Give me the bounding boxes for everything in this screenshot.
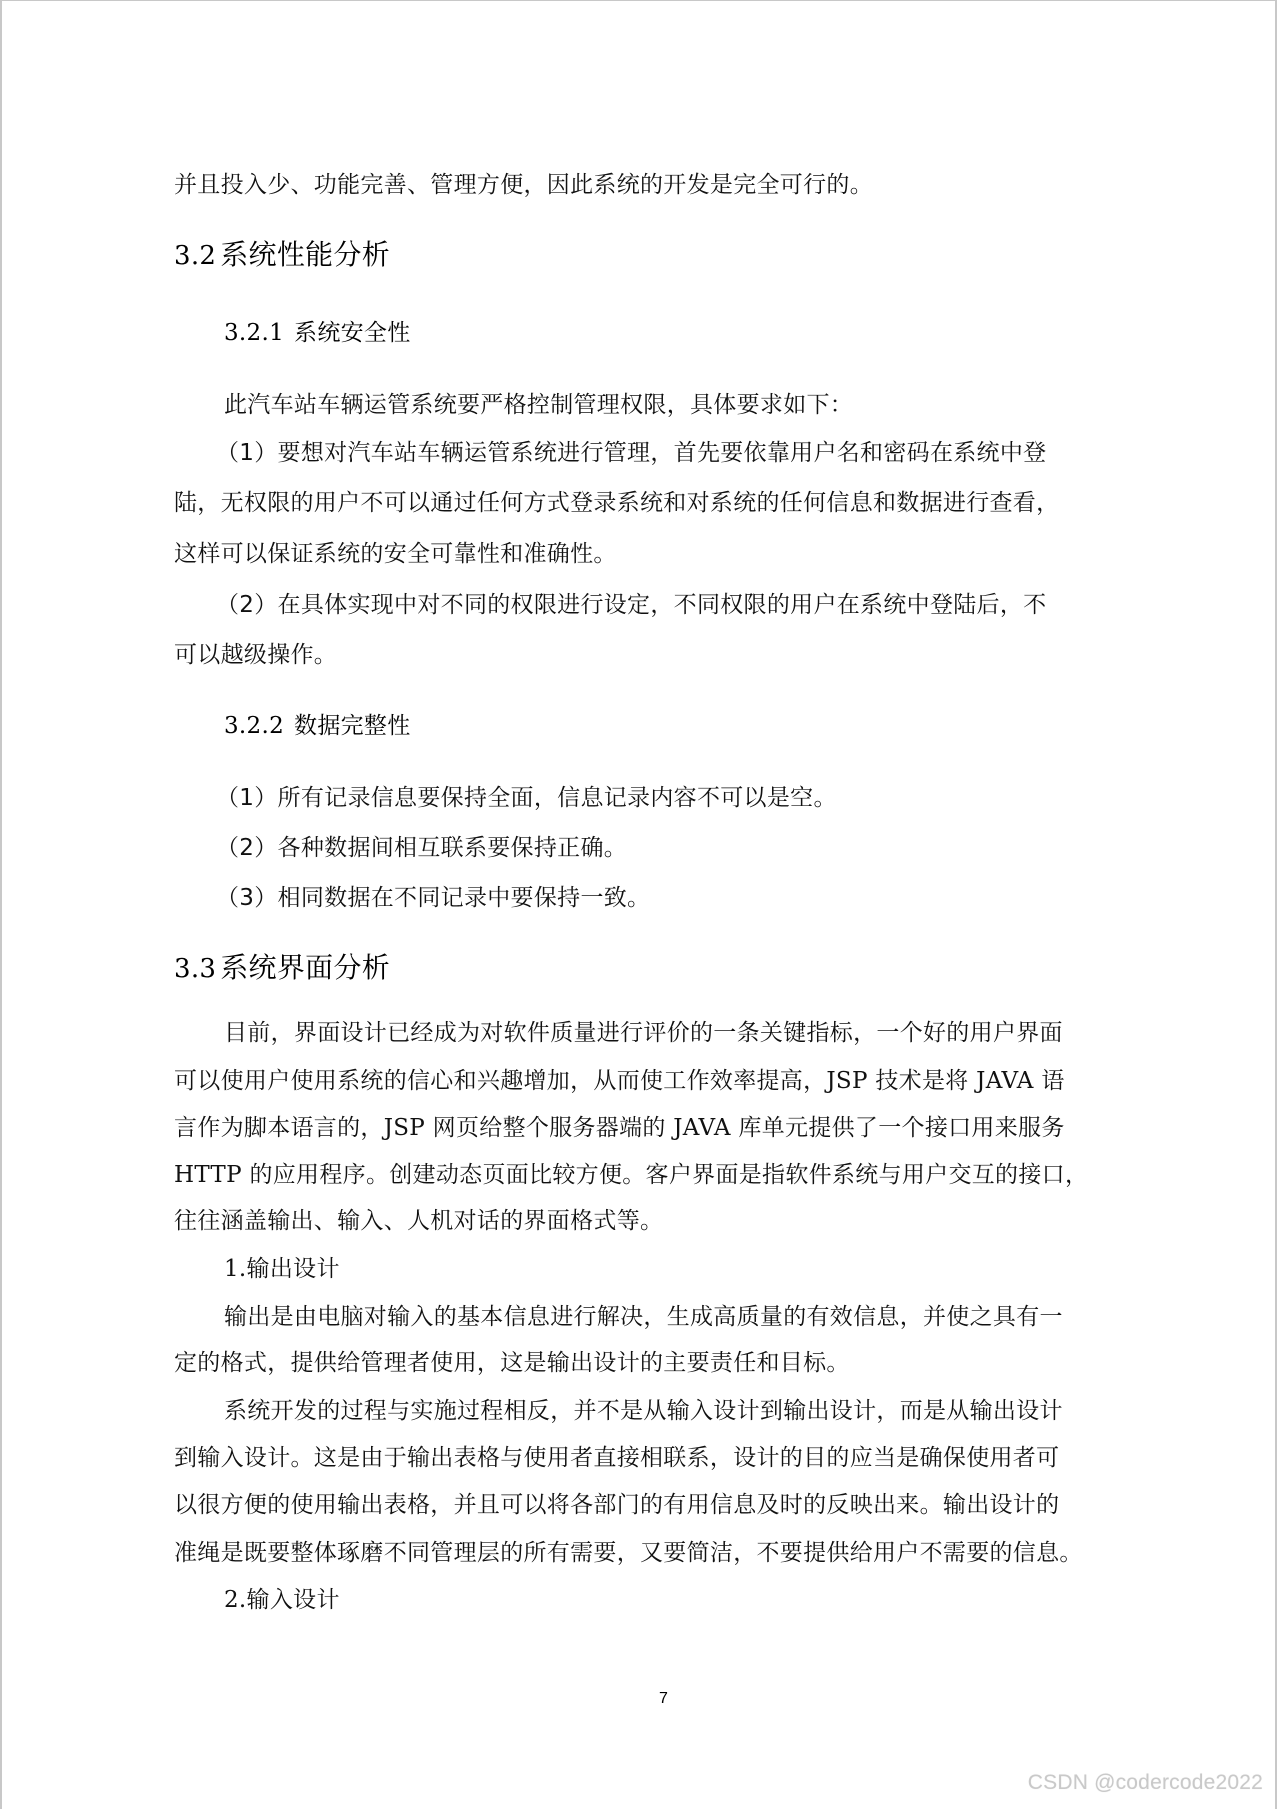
section-number: 3.3 bbox=[174, 954, 217, 984]
input-design-heading: 2.输入设计 bbox=[224, 1587, 340, 1613]
list-item-label: （1） bbox=[216, 785, 278, 811]
section-title: 系统界面分析 bbox=[220, 951, 391, 984]
output-design-heading: 1.输出设计 bbox=[224, 1256, 340, 1282]
list-item-text: 在具体实现中对不同的权限进行设定，不同权限的用户在系统中登陆后，不 bbox=[277, 592, 1047, 618]
paragraph-line: 可以使用户使用系统的信心和兴趣增加，从而使工作效率提高，JSP 技术是将 JAVA 语 bbox=[174, 1068, 1065, 1094]
paragraph-line: 言作为脚本语言的，JSP 网页给整个服务器端的 JAVA 库单元提供了一个接口用来服务 bbox=[174, 1115, 1065, 1141]
paragraph-line: 目前，界面设计已经成为对软件质量进行评价的一条关键指标，一个好的用户界面 bbox=[224, 1020, 1063, 1046]
subsection-number: 3.2.2 bbox=[224, 713, 285, 739]
list-item-label: （1） bbox=[216, 440, 278, 466]
paragraph-line: 到输入设计。这是由于输出表格与使用者直接相联系，设计的目的应当是确保使用者可 bbox=[174, 1445, 1060, 1471]
page-number: 7 bbox=[659, 1690, 668, 1707]
list-item-security-1 bbox=[216, 438, 1046, 468]
watermark: CSDN @codercode2022 bbox=[1027, 1771, 1263, 1794]
paragraph-line: 往往涵盖输出、输入、人机对话的界面格式等。 bbox=[174, 1208, 664, 1234]
section-number: 3.2 bbox=[174, 241, 217, 271]
list-item-text: 所有记录信息要保持全面，信息记录内容不可以是空。 bbox=[277, 785, 837, 811]
subsection-heading-3-2-2 bbox=[224, 711, 411, 741]
section-heading-3-2 bbox=[174, 237, 390, 273]
list-item-integrity-1 bbox=[216, 783, 837, 813]
paragraph-line: 这样可以保证系统的安全可靠性和准确性。 bbox=[174, 541, 617, 567]
list-item-label: （3） bbox=[216, 885, 278, 911]
list-item-integrity-2 bbox=[216, 833, 627, 863]
paragraph-line: 输出是由电脑对输入的基本信息进行解决，生成高质量的有效信息，并使之具有一 bbox=[224, 1304, 1063, 1330]
paragraph-line: 此汽车站车辆运管系统要严格控制管理权限，具体要求如下： bbox=[224, 392, 854, 418]
list-item-text: 要想对汽车站车辆运管系统进行管理，首先要依靠用户名和密码在系统中登 bbox=[277, 440, 1047, 466]
subsection-heading-3-2-1 bbox=[224, 318, 411, 348]
paragraph-line: 定的格式，提供给管理者使用，这是输出设计的主要责任和目标。 bbox=[174, 1350, 850, 1376]
list-item-label: （2） bbox=[216, 835, 278, 861]
paragraph-line: 以很方便的使用输出表格，并且可以将各部门的有用信息及时的反映出来。输出设计的 bbox=[174, 1492, 1060, 1518]
paragraph-line: 准绳是既要整体琢磨不同管理层的所有需要，又要简洁，不要提供给用户不需要的信息。 bbox=[174, 1540, 1083, 1566]
paragraph-line: HTTP 的应用程序。创建动态页面比较方便。客户界面是指软件系统与用户交互的接口， bbox=[174, 1162, 1089, 1188]
subsection-number: 3.2.1 bbox=[224, 320, 285, 346]
paragraph-line: 并且投入少、功能完善、管理方便，因此系统的开发是完全可行的。 bbox=[174, 172, 873, 198]
paragraph-line: 陆，无权限的用户不可以通过任何方式登录系统和对系统的任何信息和数据进行查看， bbox=[174, 490, 1060, 516]
list-item-security-2 bbox=[216, 590, 1046, 620]
paragraph-line: 可以越级操作。 bbox=[174, 642, 338, 668]
section-title: 系统性能分析 bbox=[220, 238, 391, 271]
paragraph-line: 系统开发的过程与实施过程相反，并不是从输入设计到输出设计，而是从输出设计 bbox=[224, 1398, 1063, 1424]
list-item-integrity-3 bbox=[216, 883, 650, 913]
list-item-label: （2） bbox=[216, 592, 278, 618]
subsection-title: 系统安全性 bbox=[294, 320, 411, 346]
list-item-text: 相同数据在不同记录中要保持一致。 bbox=[277, 885, 651, 911]
list-item-text: 各种数据间相互联系要保持正确。 bbox=[277, 835, 628, 861]
section-heading-3-3 bbox=[174, 950, 390, 986]
subsection-title: 数据完整性 bbox=[294, 713, 411, 739]
